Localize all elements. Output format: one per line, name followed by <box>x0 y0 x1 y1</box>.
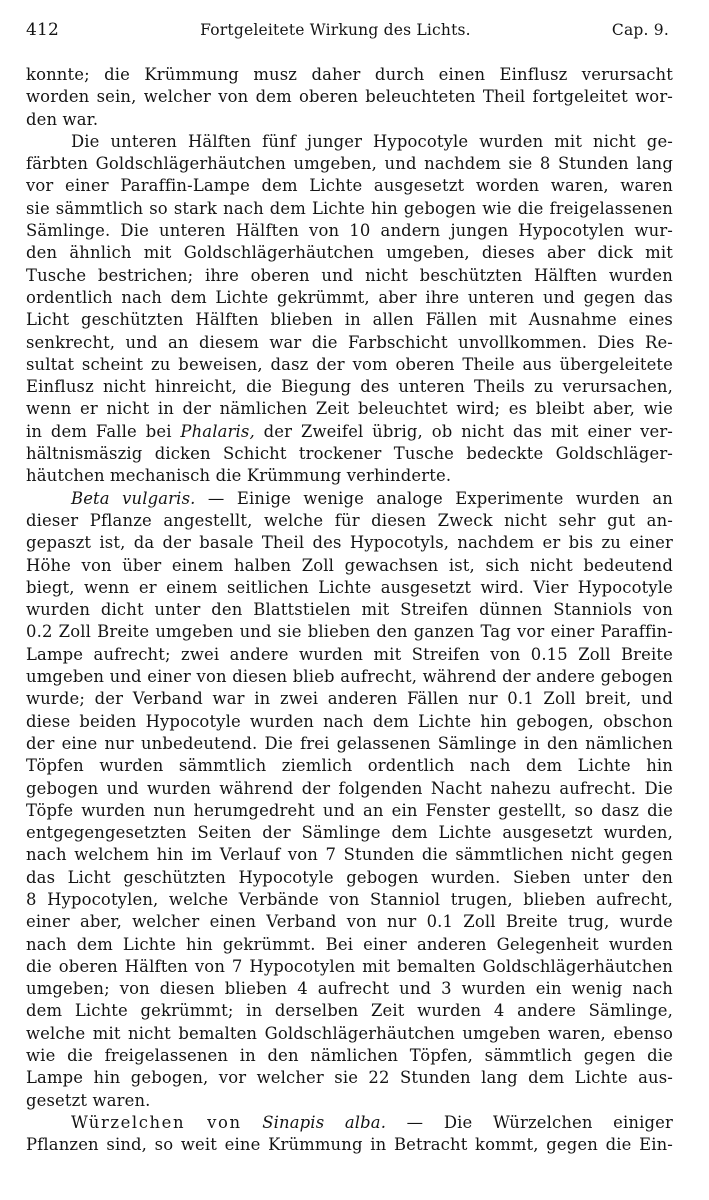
text-line: den war. <box>26 109 99 129</box>
text-segment: — Die Würzelchen einiger <box>386 1112 673 1132</box>
text-line: dieser Pflanze angestellt, welche für diesen Zweck nicht sehr gut an- <box>26 510 673 530</box>
text-line: den ähnlich mit Goldschlägerhäutchen umgeben, dieses aber dick mit <box>26 243 673 263</box>
text-line: ordentlich nach dem Lichte gekrümmt, aber ihre unteren und gegen das <box>26 287 673 307</box>
text-line: konnte; die Krümmung musz daher durch einen Einflusz verursacht <box>26 65 673 84</box>
text-line: sie sämmtlich so stark nach dem Lichte hin gebogen wie die freigelassenen <box>26 198 673 218</box>
text-line: biegt, wenn er einem seitlichen Lichte ausgesetzt wird. Vier Hypocotyle <box>26 577 673 597</box>
text-line: wurden dicht unter den Blattstielen mit Streifen dünnen Stanniols von <box>26 600 673 620</box>
italic-text: Beta vulgaris. <box>71 488 196 508</box>
text-line: diese beiden Hypocotyle wurden nach dem Lichte hin gebogen, obschon <box>26 711 673 731</box>
running-title: Fortgeleitete Wirkung des Lichts. <box>200 21 471 39</box>
text-segment: — Einige wenige analoge Experimente wurden an <box>195 488 673 508</box>
italic-text: Sinapis alba. <box>262 1112 387 1132</box>
text-line: senkrecht, und an diesem war die Farbschicht unvollkommen. Dies Re- <box>26 332 673 352</box>
text-line: hältnismäszig dicken Schicht trockener Tusche bedeckte Goldschläger- <box>26 444 673 464</box>
text-line: Die unteren Hälften fünf junger Hypocotyle wurden mit nicht ge- <box>71 131 673 151</box>
text-line: umgeben; von diesen blieben 4 aufrecht und 3 wurden ein wenig nach <box>26 979 673 999</box>
page-number: 412 <box>26 20 60 40</box>
text-line: dem Lichte gekrümmt; in derselben Zeit wurden 4 andere Sämlinge, <box>26 1001 673 1021</box>
chapter-label: Cap. 9. <box>611 21 669 39</box>
italic-text: Phalaris, <box>180 421 255 441</box>
text-line: Lampe hin gebogen, vor welcher sie 22 Stunden lang dem Lichte aus- <box>26 1068 673 1088</box>
text-line: Töpfen wurden sämmtlich ziemlich ordentlich nach dem Lichte hin <box>26 756 673 776</box>
text-line: entgegengesetzten Seiten der Sämlinge dem Lichte ausgesetzt wurden, <box>26 823 673 843</box>
text-line: Höhe von über einem halben Zoll gewachsen ist, sich nicht bedeutend <box>26 555 673 575</box>
text-line: einer aber, welcher einen Verband von nur 0.1 Zoll Breite trug, wurde <box>26 912 673 932</box>
text-line: Pflanzen sind, so weit eine Krümmung in Betracht kommt, gegen die Ein- <box>26 1135 673 1155</box>
body-text <box>26 64 673 1157</box>
text-line: wurde; der Verband war in zwei anderen Fällen nur 0.1 Zoll breit, und <box>26 689 673 709</box>
text-line: färbten Goldschlägerhäutchen umgeben, und nachdem sie 8 Stunden lang <box>26 154 673 174</box>
text-line: 8 Hypocotylen, welche Verbände von Stanniol trugen, blieben aufrecht, <box>26 889 673 909</box>
text-line: das Licht geschützten Hypocotyle gebogen wurden. Sieben unter den <box>26 867 673 887</box>
text-line: 0.2 Zoll Breite umgeben und sie blieben den ganzen Tag vor einer Paraffin- <box>26 622 673 642</box>
text-line: wie die freigelassenen in den nämlichen Töpfen, sämmtlich gegen die <box>26 1046 673 1066</box>
text-line <box>26 488 673 510</box>
text-line: sultat scheint zu beweisen, dasz der vom oberen Theile aus übergeleitete <box>26 354 673 374</box>
text-line: Einflusz nicht hinreicht, die Biegung des unteren Theils zu verursachen, <box>26 377 673 397</box>
text-line: häutchen mechanisch die Krümmung verhinderte. <box>26 466 452 486</box>
text-line <box>26 1112 673 1134</box>
text-line: Lampe aufrecht; zwei andere wurden mit Streifen von 0.15 Zoll Breite <box>26 644 673 664</box>
text-line: welche mit nicht bemalten Goldschlägerhäutchen umgeben waren, ebenso <box>26 1023 673 1043</box>
page-header <box>26 20 673 50</box>
text-line <box>26 421 673 443</box>
text-line: Sämlinge. Die unteren Hälften von 10 andern jungen Hypocotylen wur- <box>26 221 673 241</box>
text-line: nach dem Lichte hin gekrümmt. Bei einer anderen Gelegenheit wurden <box>26 934 673 954</box>
text-segment <box>242 1113 263 1132</box>
text-line: gebogen und wurden während der folgenden Nacht nahezu aufrecht. Die <box>26 778 673 798</box>
spaced-text: Würzelchen von <box>71 1112 242 1132</box>
text-line: umgeben und einer von diesen blieb aufrecht, während der andere gebogen <box>26 667 673 687</box>
text-line: wenn er nicht in der nämlichen Zeit beleuchtet wird; es bleibt aber, wie <box>26 399 673 419</box>
text-line: gesetzt waren. <box>26 1090 151 1110</box>
text-line: vor einer Paraffin-Lampe dem Lichte ausgesetzt worden waren, waren <box>26 176 673 196</box>
text-line: die oberen Hälften von 7 Hypocotylen mit bemalten Goldschlägerhäutchen <box>26 956 673 976</box>
text-segment: der Zweifel übrig, ob nicht das mit einer ver- <box>254 421 673 441</box>
text-line: gepaszt ist, da der basale Theil des Hypocotyls, nachdem er bis zu einer <box>26 533 673 553</box>
text-line: Tusche bestrichen; ihre oberen und nicht beschützten Hälften wurden <box>26 265 673 285</box>
text-line: Töpfe wurden nun herumgedreht und an ein Fenster gestellt, so dasz die <box>26 800 673 820</box>
text-segment: in dem Falle bei <box>26 421 181 441</box>
text-line: der eine nur unbedeutend. Die frei gelassenen Sämlinge in den nämlichen <box>26 733 673 753</box>
text-line: worden sein, welcher von dem oberen beleuchteten Theil fortgeleitet wor- <box>26 87 673 107</box>
text-line: nach welchem hin im Verlauf von 7 Stunden die sämmtlichen nicht gegen <box>26 845 673 865</box>
text-line: Licht geschützten Hälften blieben in allen Fällen mit Ausnahme eines <box>26 310 673 330</box>
